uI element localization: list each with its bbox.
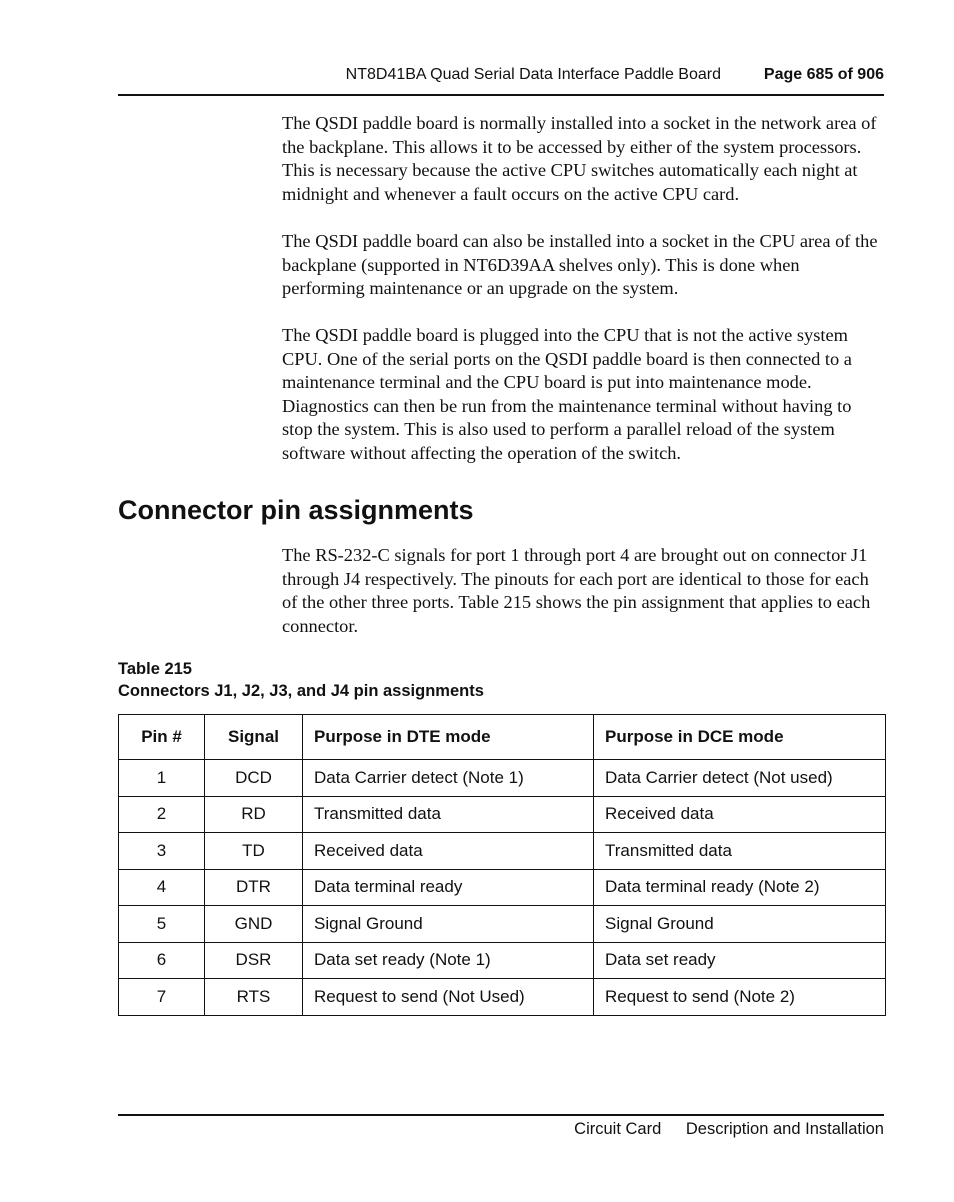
cell-pin: 3 — [119, 833, 205, 870]
cell-pin: 7 — [119, 979, 205, 1016]
header-dce: Purpose in DCE mode — [594, 715, 886, 760]
cell-dce: Transmitted data — [594, 833, 886, 870]
cell-signal: DCD — [205, 760, 303, 797]
paragraph-text: The RS-232-C signals for port 1 through port 4 are brought out on connector J1 through J4 respectively. The pinouts for each port are identical to those for each of the other three ports. Table 215 shows the pin assignment that applies to each connector. — [282, 545, 871, 636]
table-row — [119, 906, 886, 943]
cell-signal: GND — [205, 906, 303, 943]
cell-dce: Request to send (Note 2) — [594, 979, 886, 1016]
cell-pin: 1 — [119, 760, 205, 797]
page-number: Page 685 of 906 — [763, 66, 884, 83]
page-header — [118, 64, 884, 96]
header-dte: Purpose in DTE mode — [303, 715, 594, 760]
cell-dce: Data Carrier detect (Not used) — [594, 760, 886, 797]
document-title: NT8D41BA Quad Serial Data Interface Paddle Board — [345, 66, 721, 83]
cell-dce: Signal Ground — [594, 906, 886, 943]
cell-dte: Signal Ground — [303, 906, 594, 943]
paragraph-network-area — [282, 112, 884, 206]
cell-signal: DSR — [205, 942, 303, 979]
footer-book-title: Description and Installation — [685, 1120, 884, 1138]
cell-dte: Data terminal ready — [303, 869, 594, 906]
cell-signal: RTS — [205, 979, 303, 1016]
paragraph-text: The QSDI paddle board can also be installed into a socket in the CPU area of the backplane (supported in NT6D39AA shelves only). This is done when performing maintenance or an upgrade on the system. — [282, 231, 878, 298]
table-row — [119, 796, 886, 833]
cell-dce: Data set ready — [594, 942, 886, 979]
table-row — [119, 760, 886, 797]
cell-signal: DTR — [205, 869, 303, 906]
cell-pin: 6 — [119, 942, 205, 979]
header-pin: Pin # — [119, 715, 205, 760]
table-caption — [118, 659, 484, 702]
table-header-row — [119, 715, 886, 760]
paragraph-text: The QSDI paddle board is normally installed into a socket in the network area of the backplane. This allows it to be accessed by either of the system processors. This is necessary because the active CPU switches automatically each night at midnight and whenever a fault occurs on the active CPU card. — [282, 113, 877, 204]
cell-signal: TD — [205, 833, 303, 870]
paragraph-maintenance — [282, 324, 884, 465]
cell-dte: Data Carrier detect (Note 1) — [303, 760, 594, 797]
table-row — [119, 833, 886, 870]
paragraph-cpu-area — [282, 230, 884, 301]
cell-pin: 2 — [119, 796, 205, 833]
table-row — [119, 869, 886, 906]
header-signal: Signal — [205, 715, 303, 760]
table-number: Table 215 — [118, 660, 192, 678]
table-row — [119, 942, 886, 979]
cell-dce: Received data — [594, 796, 886, 833]
pin-assignment-table — [118, 714, 886, 1016]
section-heading: Connector pin assignments — [118, 495, 474, 525]
cell-pin: 5 — [119, 906, 205, 943]
cell-pin: 4 — [119, 869, 205, 906]
cell-dce: Data terminal ready (Note 2) — [594, 869, 886, 906]
cell-dte: Data set ready (Note 1) — [303, 942, 594, 979]
paragraph-text: The QSDI paddle board is plugged into the CPU that is not the active system CPU. One of the serial ports on the QSDI paddle board is then connected to a maintenance terminal and the CPU board is put into maintenance mode. Diagnostics can then be run from the maintenance terminal without having to stop the system. This is also used to perform a parallel reload of the system software without affecting the operation of the switch. — [282, 325, 852, 463]
table-title: Connectors J1, J2, J3, and J4 pin assignments — [118, 681, 484, 700]
table-row — [119, 979, 886, 1016]
cell-dte: Transmitted data — [303, 796, 594, 833]
cell-signal: RD — [205, 796, 303, 833]
cell-dte: Request to send (Not Used) — [303, 979, 594, 1016]
cell-dte: Received data — [303, 833, 594, 870]
paragraph-rs232 — [282, 544, 884, 638]
footer-category: Circuit Card — [574, 1120, 662, 1138]
page-footer — [118, 1114, 884, 1139]
